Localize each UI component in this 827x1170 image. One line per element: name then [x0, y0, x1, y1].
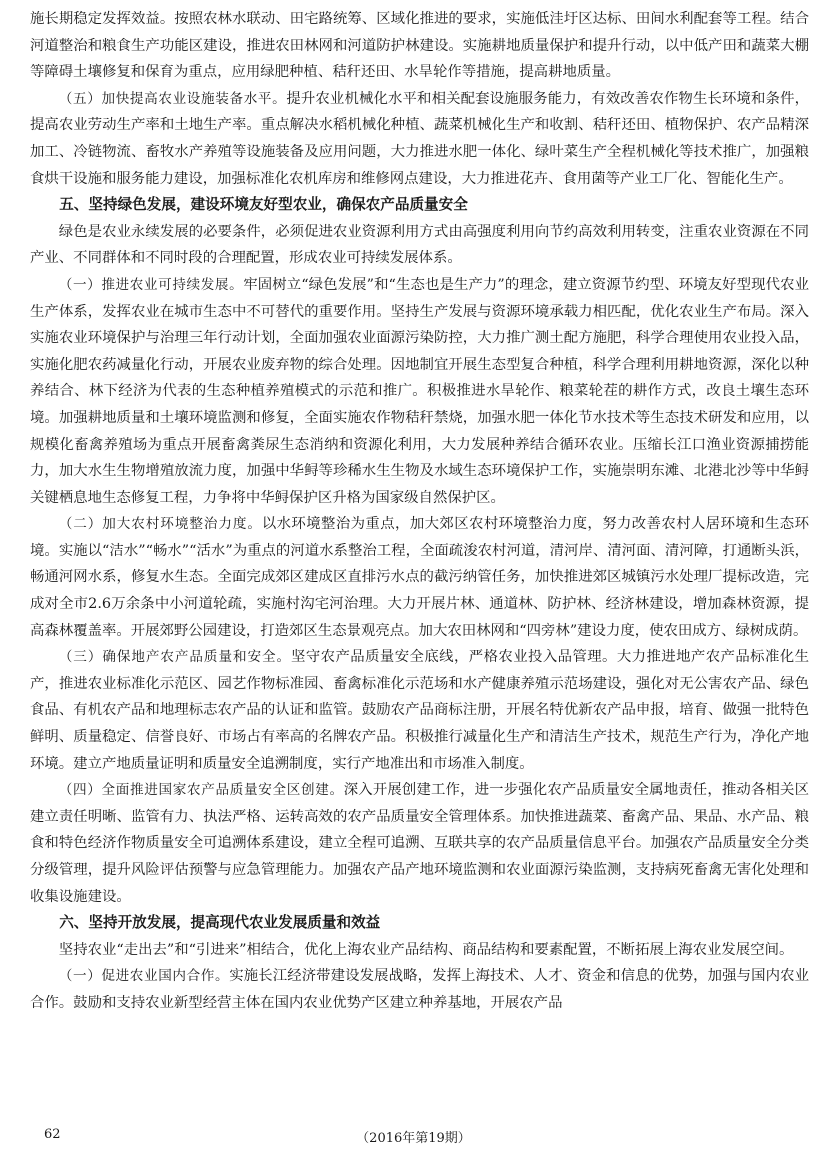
paragraph-body: 实施长江经济带建设发展战略，发挥上海技术、人才、资金和信息的优势，加强与国内农业合作。鼓励和支持农业新型经营主体在国内农业优势产区建立种养基地，开展农产品	[30, 968, 809, 1011]
section-heading-5: 五、坚持绿色发展，建设环境友好型农业，确保农产品质量安全	[59, 196, 468, 214]
paragraph-5-facilities	[30, 86, 809, 192]
paragraph-lead: （四）全面推进国家农产品质量安全区创建。	[58, 782, 344, 799]
paragraph-body: 坚守农产品质量安全底线，严格农业投入品管理。大力推进地产农产品标准化生产，推进农业标准化示范区、园艺作物标准园、畜禽标准化示范场和水产健康养殖示范场建设，强化对无公害农产品、绿色食品、有机农产品和地理标志农产品的认证和监管。鼓励农产品商标注册，开展名特优新农产品申报，培育、做强一批特色鲜明、质量稳定、信誉良好、市场占有率高的名牌农产品。积极推行减量化生产和清洁生产技术，规范生产行为，净化产地环境。建立产地质量证明和质量安全追溯制度，实行产地准出和市场准入制度。	[30, 649, 809, 772]
page-footer	[0, 1127, 827, 1149]
page-number: 62	[44, 1127, 61, 1142]
paragraph-body: 深入开展创建工作，进一步强化农产品质量安全属地责任，推动各相关区建立责任明晰、监管有力、执法严格、运转高效的农产品质量安全管理体系。加快推进蔬菜、畜禽产品、果品、水产品、粮食和特色经济作物质量安全可追溯体系建设，建立全程可追溯、互联共享的农产品质量信息平台。加强农产品质量安全分类分级管理，提升风险评估预警与应急管理能力。加强农产品产地环境监测和农业面源污染监测，支持病死畜禽无害化处理和收集设施建设。	[30, 782, 809, 905]
paragraph-lead: （一）促进农业国内合作。	[58, 968, 230, 985]
paragraph-body: 以水环境整治为重点，加大郊区农村环境整治力度，努力改善农村人居环境和生态环境。实施以“洁水”“畅水”“活水”为重点的河道水系整治工程，全面疏浚农村河道，清河岸、清河面、清河障，打通断头浜，畅通河网水系，修复水生态。全面完成郊区建成区直排污水点的截污纳管任务，加快推进郊区城镇污水处理厂提标改造，完成对全市2.6万余条中小河道轮疏，实施村沟宅河治理。大力开展片林、通道林、防护林、经济林建设，增加森林资源，提高森林覆盖率。开展郊野公园建设，打造郊区生态景观亮点。加大农田林网和“四旁林”建设力度，使农田成方、绿树成荫。	[30, 516, 809, 639]
paragraph-lead: （一）推进农业可持续发展。	[58, 276, 244, 293]
paragraph-body: 牢固树立“绿色发展”和“生态也是生产力”的理念，建立资源节约型、环境友好型现代农业生产体系，发挥农业在城市生态中不可替代的重要作用。坚持生产发展与资源环境承载力相匹配，优化农业生产布局。深入实施农业环境保护与治理三年行动计划，全面加强农业面源污染防控，大力推广测土配方施肥，科学合理使用农业投入品，实施化肥农药减量化行动，开展农业废弃物的综合处理。因地制宜开展生态型复合种植，科学合理利用耕地资源，深化以种养结合、林下经济为代表的生态种植养殖模式的示范和推广。积极推进水旱轮作、粮菜轮茬的耕作方式，改良土壤生态环境。加强耕地质量和土壤环境监测和修复，全面实施农作物秸秆禁烧，加强水肥一体化节水技术等生态技术研发和应用，以规模化畜禽养殖场为重点开展畜禽粪尿生态消纳和资源化利用，大力发展种养结合循环农业。压缩长江口渔业资源捕捞能力，加大水生生物增殖放流力度，加强中华鲟等珍稀水生生物及水域生态环境保护工作，实施崇明东滩、北港北沙等中华鲟关键栖息地生态修复工程，力争将中华鲟保护区升格为国家级自然保护区。	[30, 276, 809, 506]
paragraph-continued: 施长期稳定发挥效益。按照农林水联动、田宅路统筹、区域化推进的要求，实施低洼圩区达标、田间水利配套等工程。结合河道整治和粮食生产功能区建设，推进农田林网和河道防护林建设。实施耕地质量保护和提升行动，以中低产田和蔬菜大棚等障碍土壤修复和保育为重点，应用绿肥种植、秸秆还田、水旱轮作等措施，提高耕地质量。	[30, 11, 809, 81]
paragraph-green-intro: 绿色是农业永续发展的必要条件，必须促进农业资源利用方式由高强度利用向节约高效利用转变，注重农业资源在不同产业、不同群体和不同时段的合理配置，形成农业可持续发展体系。	[30, 223, 809, 267]
paragraph-rural-environment	[30, 511, 809, 644]
paragraph-lead: （五）加快提高农业设施装备水平。	[58, 90, 287, 107]
section-heading-6: 六、坚持开放发展，提高现代农业发展质量和效益	[59, 914, 381, 932]
paragraph-quality-zone	[30, 777, 809, 910]
paragraph-domestic-cooperation	[30, 963, 809, 1016]
paragraph-sustainable	[30, 272, 809, 511]
paragraph-lead: （二）加大农村环境整治力度。	[58, 516, 262, 533]
paragraph-open-intro: 坚持农业“走出去”和“引进来”相结合，优化上海农业产品结构、商品结构和要素配置，不断拓展上海农业发展空间。	[58, 941, 794, 958]
issue-label: （2016年第19期）	[356, 1131, 471, 1146]
paragraph-body: 提升农业机械化水平和相关配套设施服务能力，有效改善农作物生长环境和条件，提高农业劳动生产率和土地生产率。重点解决水稻机械化种植、蔬菜机械化生产和收割、秸秆还田、植物保护、农产品精深加工、冷链物流、畜牧水产养殖等设施装备及应用问题，大力推进水肥一体化、绿叶菜生产全程机械化等技术推广，加强粮食烘干设施和服务能力建设，加强标准化农机库房和维修网点建设，大力推进花卉、食用菌等产业工厂化、智能化生产。	[30, 90, 809, 187]
paragraph-product-quality	[30, 644, 809, 777]
paragraph-lead: （三）确保地产农产品质量和安全。	[58, 649, 292, 666]
